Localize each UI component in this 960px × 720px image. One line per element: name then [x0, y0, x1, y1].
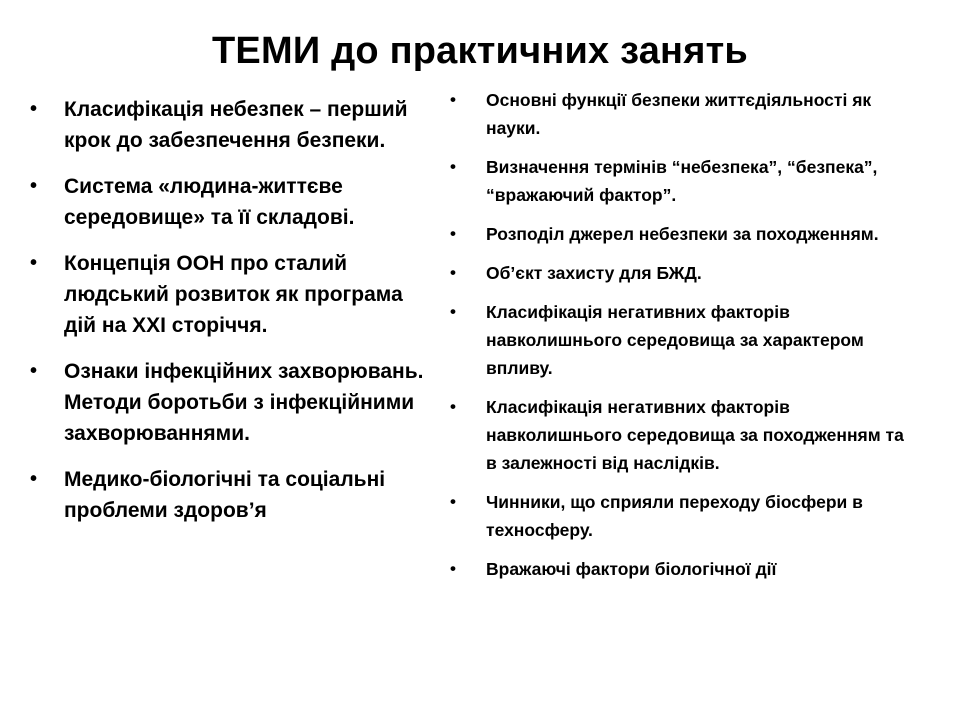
left-topic-list — [30, 94, 430, 541]
topic-text: Ознаки інфекційних захворювань. Методи боротьби з інфекційними захворюваннями. — [64, 360, 424, 445]
topic-text: Класифікація негативних факторів навколишнього середовища за характером впливу. — [486, 302, 864, 378]
topic-text: Медико-біологічні та соціальні проблеми здоров’я — [64, 468, 386, 522]
topic-text: Визначення термінів “небезпека”, “безпека”, “вражаючий фактор”. — [486, 157, 878, 205]
list-item — [448, 86, 910, 142]
list-item — [30, 356, 430, 449]
list-item — [448, 555, 910, 583]
bullet-icon: • — [30, 360, 38, 382]
bullet-icon: • — [450, 224, 456, 243]
topic-text: Розподіл джерел небезпеки за походженням. — [486, 224, 879, 244]
topic-text: Основні функції безпеки життєдіяльності як науки. — [486, 90, 872, 138]
list-item — [448, 488, 910, 544]
bullet-icon: • — [450, 157, 456, 176]
slide-title: ТЕМИ до практичних занять — [212, 30, 748, 72]
bullet-icon: • — [450, 492, 456, 511]
list-item — [30, 94, 430, 156]
topic-text: Концепція ООН про сталий людський розвиток як програма дій на ХХІ сторіччя. — [64, 252, 403, 337]
topic-text: Чинники, що сприяли переходу біосфери в техносферу. — [486, 492, 863, 540]
right-topic-list — [448, 86, 910, 594]
topic-text: Класифікація небезпек – перший крок до забезпечення безпеки. — [64, 98, 408, 152]
topic-text: Класифікація негативних факторів навколишнього середовища за походженням та в залежності від наслідків. — [486, 397, 904, 473]
bullet-icon: • — [30, 468, 38, 490]
bullet-icon: • — [30, 175, 38, 197]
list-item — [448, 220, 910, 248]
list-item — [30, 464, 430, 526]
list-item — [448, 298, 910, 382]
bullet-icon: • — [30, 98, 38, 120]
bullet-icon: • — [450, 263, 456, 282]
bullet-icon: • — [450, 559, 456, 578]
topic-text: Об’єкт захисту для БЖД. — [486, 263, 702, 283]
list-item — [448, 153, 910, 209]
bullet-icon: • — [30, 252, 38, 274]
list-item — [448, 259, 910, 287]
bullet-icon: • — [450, 302, 456, 321]
bullet-icon: • — [450, 90, 456, 109]
topic-text: Система «людина-життєве середовище» та її складові. — [64, 175, 355, 229]
list-item — [30, 248, 430, 341]
list-item — [448, 393, 910, 477]
bullet-icon: • — [450, 397, 456, 416]
topic-text: Вражаючі фактори біологічної дії — [486, 559, 777, 579]
list-item — [30, 171, 430, 233]
